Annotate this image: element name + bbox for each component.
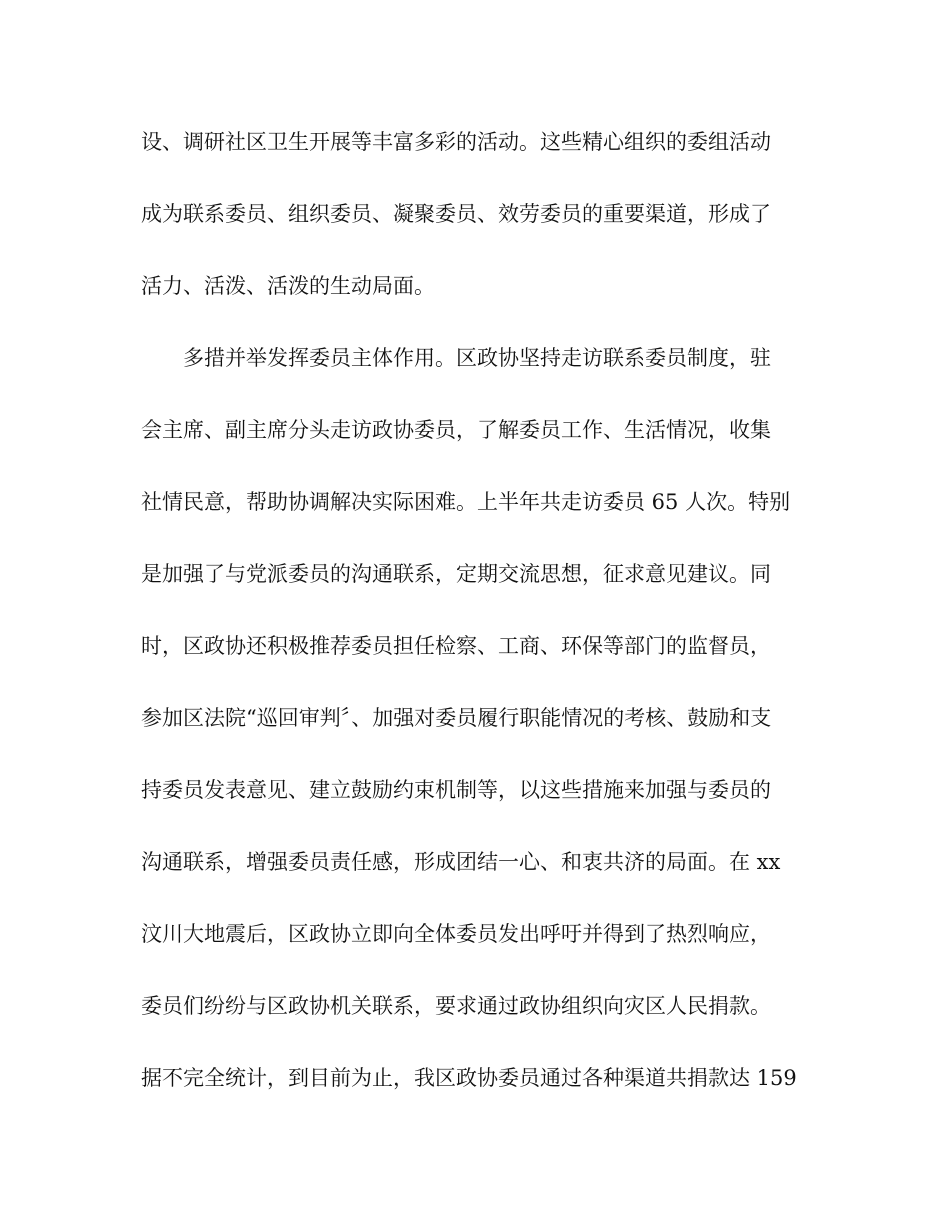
text-line-13: 委员们纷纷与区政协机关联系，要求通过政协组织向灾区人民捐款。 [141, 994, 771, 1018]
text-line-10: 持委员发表意见、建立鼓励约束机制等，以这些措施来加强与委员的 [141, 778, 771, 802]
text-line-6: 社情民意，帮助协调解决实际困难。上半年共走访委员 65 人次。特别 [141, 490, 791, 514]
text-line-2: 成为联系委员、组织委员、凝聚委员、效劳委员的重要渠道，形成了 [141, 202, 771, 226]
text-line-9: 参加区法院“巡回审判〞、加强对委员履行职能情况的考核、鼓励和支 [141, 706, 772, 730]
text-line-1: 设、调研社区卫生开展等丰富多彩的活动。这些精心组织的委组活动 [141, 130, 771, 154]
text-line-7: 是加强了与党派委员的沟通联系，定期交流思想，征求意见建议。同 [141, 562, 771, 586]
text-line-8: 时，区政协还积极推荐委员担任检察、工商、环保等部门的监督员， [141, 634, 771, 658]
text-line-12: 汶川大地震后，区政协立即向全体委员发出呼吁并得到了热烈响应， [141, 922, 771, 946]
text-line-5: 会主席、副主席分头走访政协委员，了解委员工作、生活情况，收集 [141, 418, 771, 442]
text-line-11: 沟通联系，增强委员责任感，形成团结一心、和衷共济的局面。在 xx [141, 850, 781, 874]
text-line-3: 活力、活泼、活泼的生动局面。 [141, 274, 435, 298]
paragraph-start-line: 多措并举发挥委员主体作用。区政协坚持走访联系委员制度，驻 [183, 346, 771, 370]
text-line-14: 据不完全统计，到目前为止，我区政协委员通过各种渠道共捐款达 159 [141, 1066, 797, 1090]
